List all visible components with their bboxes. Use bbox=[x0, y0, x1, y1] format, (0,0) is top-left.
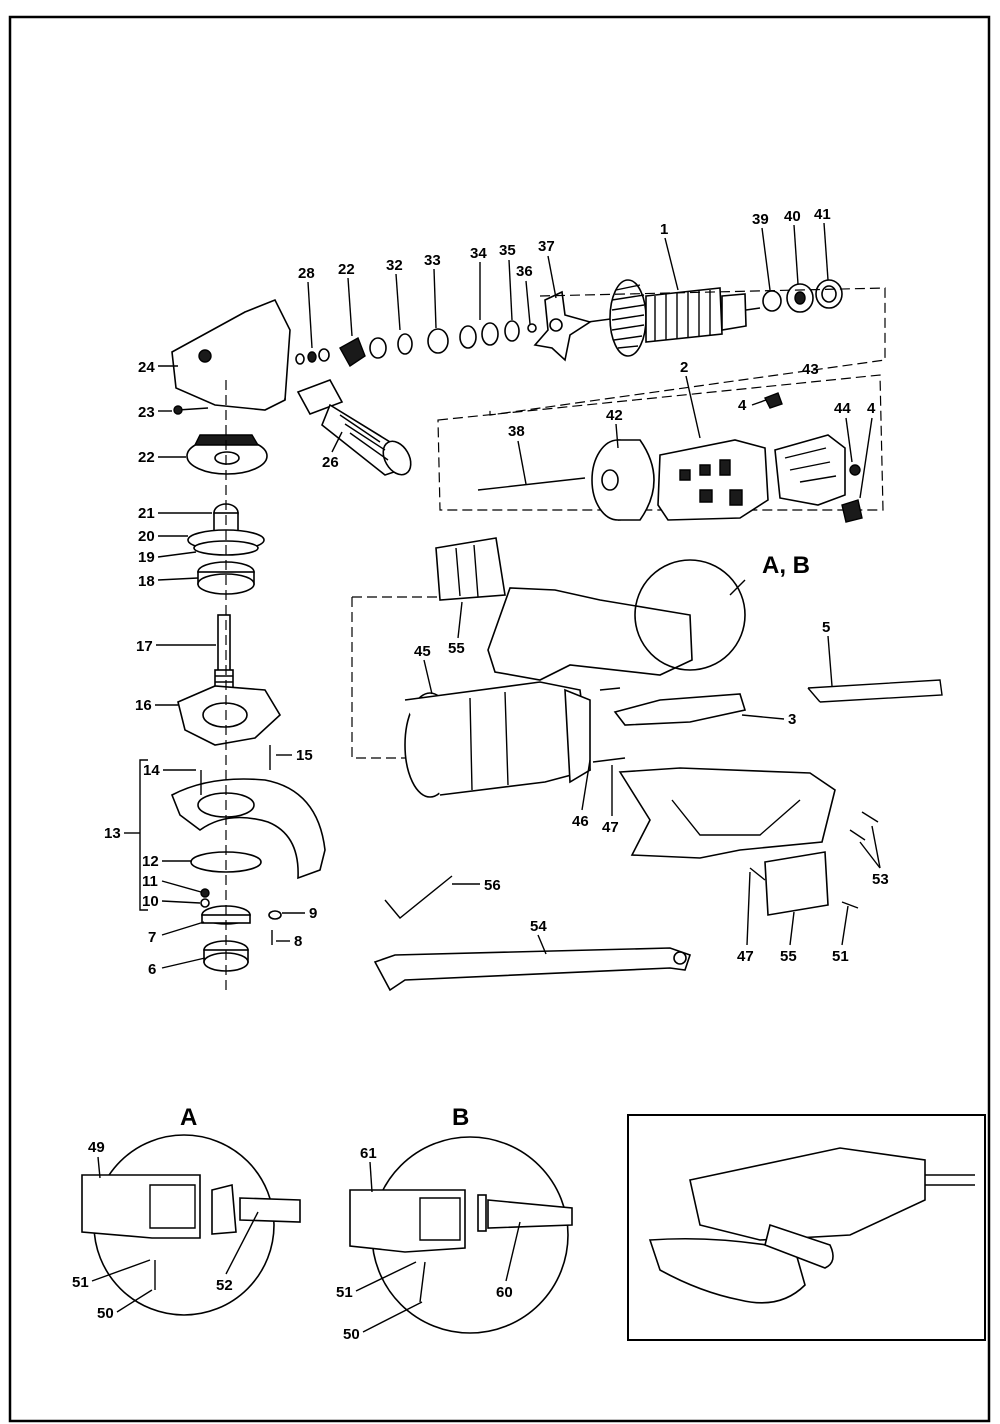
switch-3 bbox=[600, 688, 745, 725]
label-51-b: 51 bbox=[336, 1284, 353, 1301]
label-15: 15 bbox=[296, 747, 313, 764]
label-5: 5 bbox=[822, 619, 831, 636]
label-23: 23 bbox=[138, 404, 155, 421]
label-50-a: 50 bbox=[97, 1305, 114, 1322]
label-21: 21 bbox=[138, 505, 155, 522]
label-49: 49 bbox=[88, 1139, 105, 1156]
fan-housing-42 bbox=[592, 440, 654, 520]
armature-bearings-row bbox=[296, 321, 536, 364]
label-18: 18 bbox=[138, 573, 155, 590]
label-a-b: A, B bbox=[762, 552, 810, 579]
motor-housing-45 bbox=[405, 682, 590, 797]
detail-a-circle bbox=[82, 1135, 300, 1315]
label-46: 46 bbox=[572, 813, 589, 830]
label-51-a: 51 bbox=[72, 1274, 89, 1291]
label-39: 39 bbox=[752, 211, 769, 228]
hex-key-56 bbox=[385, 876, 452, 918]
label-16: 16 bbox=[135, 697, 152, 714]
label-22-left: 22 bbox=[138, 449, 155, 466]
cover-plate-55-bottom bbox=[765, 852, 828, 915]
armature-1 bbox=[588, 280, 760, 356]
tie-rod-38 bbox=[478, 478, 585, 490]
handle-half-lower bbox=[620, 768, 835, 858]
label-33: 33 bbox=[424, 252, 441, 269]
label-42: 42 bbox=[606, 407, 623, 424]
label-61: 61 bbox=[360, 1145, 377, 1162]
fan-baffle-37 bbox=[535, 292, 590, 360]
label-44: 44 bbox=[834, 400, 851, 417]
label-4-right: 4 bbox=[867, 400, 876, 417]
label-52: 52 bbox=[216, 1277, 233, 1294]
assembled-grinder-inset bbox=[628, 1115, 985, 1340]
field-stator-2 bbox=[658, 440, 768, 520]
label-36: 36 bbox=[516, 263, 533, 280]
label-41: 41 bbox=[814, 206, 831, 223]
bearings-39-41 bbox=[763, 280, 842, 312]
detail-b-circle bbox=[350, 1137, 572, 1333]
label-32: 32 bbox=[386, 257, 403, 274]
label-6: 6 bbox=[148, 961, 157, 978]
label-45: 45 bbox=[414, 643, 431, 660]
label-22-top: 22 bbox=[338, 261, 355, 278]
label-51-main: 51 bbox=[832, 948, 849, 965]
label-38: 38 bbox=[508, 423, 525, 440]
label-40: 40 bbox=[784, 208, 801, 225]
spindle-17 bbox=[215, 615, 233, 690]
label-54: 54 bbox=[530, 918, 547, 935]
gear-case-cover-16 bbox=[178, 686, 280, 745]
label-55-bottom: 55 bbox=[780, 948, 797, 965]
label-50-b: 50 bbox=[343, 1326, 360, 1343]
label-12: 12 bbox=[142, 853, 159, 870]
label-35: 35 bbox=[499, 242, 516, 259]
screw-part-23 bbox=[174, 406, 208, 414]
label-37: 37 bbox=[538, 238, 555, 255]
label-19: 19 bbox=[138, 549, 155, 566]
spanner-54 bbox=[375, 948, 690, 990]
label-1: 1 bbox=[660, 221, 669, 238]
clamp-parts-6-12 bbox=[191, 852, 281, 971]
label-47-bottom: 47 bbox=[737, 948, 754, 965]
label-7: 7 bbox=[148, 929, 157, 946]
label-53: 53 bbox=[872, 871, 889, 888]
cable-5 bbox=[808, 680, 942, 702]
label-11: 11 bbox=[142, 873, 158, 890]
label-3: 3 bbox=[788, 711, 797, 728]
label-9: 9 bbox=[309, 905, 318, 922]
label-47-mid: 47 bbox=[602, 819, 619, 836]
label-26: 26 bbox=[322, 454, 339, 471]
label-10: 10 bbox=[142, 893, 159, 910]
ab-leader bbox=[730, 580, 745, 595]
handle-half-upper bbox=[488, 588, 692, 680]
label-56: 56 bbox=[484, 877, 501, 894]
label-34: 34 bbox=[470, 245, 487, 262]
label-2: 2 bbox=[680, 359, 689, 376]
side-handle bbox=[298, 380, 416, 480]
label-13: 13 bbox=[104, 825, 121, 842]
label-43: 43 bbox=[802, 361, 819, 378]
label-4-left: 4 bbox=[738, 397, 747, 414]
label-28: 28 bbox=[298, 265, 315, 282]
label-17: 17 bbox=[136, 638, 153, 655]
cover-plate-55-top bbox=[436, 538, 505, 600]
label-14: 14 bbox=[143, 762, 160, 779]
label-24: 24 bbox=[138, 359, 155, 376]
bevel-gear-small bbox=[340, 338, 365, 366]
label-20: 20 bbox=[138, 528, 155, 545]
label-55-top: 55 bbox=[448, 640, 465, 657]
gear-head-housing bbox=[172, 300, 290, 410]
label-8: 8 bbox=[294, 933, 303, 950]
label-detail-b: B bbox=[452, 1104, 470, 1131]
label-detail-a: A bbox=[180, 1104, 198, 1131]
label-60: 60 bbox=[496, 1284, 513, 1301]
bevel-gear-large-22 bbox=[187, 435, 267, 474]
